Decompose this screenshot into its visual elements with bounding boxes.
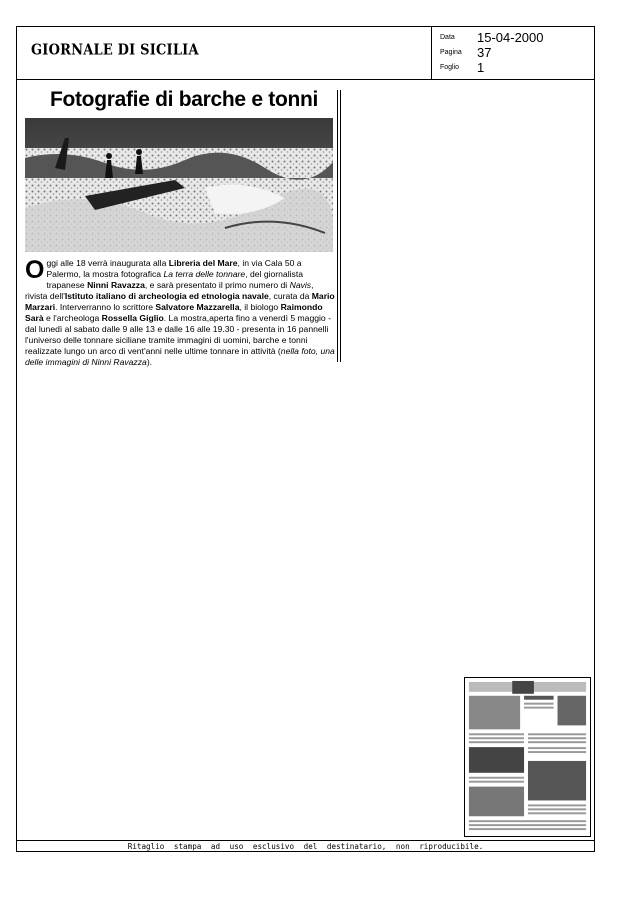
meta-sheet-value: 1 — [477, 60, 485, 75]
article-text-segment: . La mostra,aperta fino a venerdì 5 maggio - dal lunedì al sabato dalle 9 alle 13 e dalle 16 alle 19.30 - presenta in 16 pannelli l'universo delle tonnare siciliane tramite immagini di uomini, barche e tonni realizzate lungo un arco di vent'anni nelle ultime tonnare in attività ( — [25, 313, 331, 356]
meta-date-value: 15-04-2000 — [477, 30, 544, 45]
clipping-frame — [16, 26, 595, 852]
article-text-segment: e l'archeologa — [43, 313, 102, 323]
meta-page — [432, 44, 595, 60]
article-dropcap: O — [25, 256, 45, 284]
copyright-notice: Ritaglio stampa ad uso esclusivo del destinatario, non riproducibile. — [17, 840, 594, 853]
clipping-header — [17, 27, 594, 80]
clipping-meta — [431, 27, 595, 79]
article-text-segment: Ninni Ravazza — [87, 280, 145, 290]
meta-page-label: Pagina — [440, 49, 462, 56]
page-thumbnail — [464, 677, 591, 837]
meta-date — [432, 29, 595, 45]
article-text-segment: Libreria del Mare — [168, 258, 238, 268]
article-text-segment: Rossella Giglio — [101, 313, 164, 323]
article-text-segment: Salvatore Mazzarella — [155, 302, 240, 312]
meta-date-label: Data — [440, 34, 455, 41]
meta-page-value: 37 — [477, 45, 492, 60]
column-rule — [340, 90, 341, 362]
article-text-segment: . Interverranno lo scrittore — [55, 302, 156, 312]
article-text-segment: , e sarà presentato il primo numero di — [144, 280, 290, 290]
article-photo — [25, 118, 333, 252]
article-text-segment: nella foto, una delle immagini di Ninni Ravazza — [25, 346, 335, 367]
article-text-segment: ggi alle 18 verrà inaugurata alla — [46, 258, 169, 268]
article-text-segment: , in via Cala 50 a Palermo, la mostra fotografica — [46, 258, 302, 279]
article-text-segment: , del giornalista trapanese — [46, 269, 303, 290]
meta-sheet-label: Foglio — [440, 64, 460, 71]
article-text-segment: Raimondo Sarà — [25, 302, 323, 323]
clipping-body — [17, 80, 594, 840]
article-text-segment: Navis — [289, 280, 312, 290]
article-text — [25, 258, 335, 367]
article-text-segment: , curata da — [268, 291, 312, 301]
article-body — [25, 258, 335, 368]
article-text-segment: , rivista dell' — [25, 280, 314, 301]
newspaper-masthead: GIORNALE DI SICILIA — [31, 41, 199, 60]
article-text-segment: , il biologo — [239, 302, 281, 312]
column-rule — [337, 90, 338, 362]
article — [25, 88, 343, 368]
meta-sheet — [432, 59, 595, 75]
article-text-segment: Mario Marzari — [25, 291, 335, 312]
article-text-segment: ). — [146, 357, 153, 367]
article-text-segment: La terra delle tonnare — [163, 269, 246, 279]
article-text-segment: Istituto italiano di archeologia ed etnologia navale — [64, 291, 269, 301]
article-headline: Fotografie di barche e tonni — [49, 88, 319, 111]
